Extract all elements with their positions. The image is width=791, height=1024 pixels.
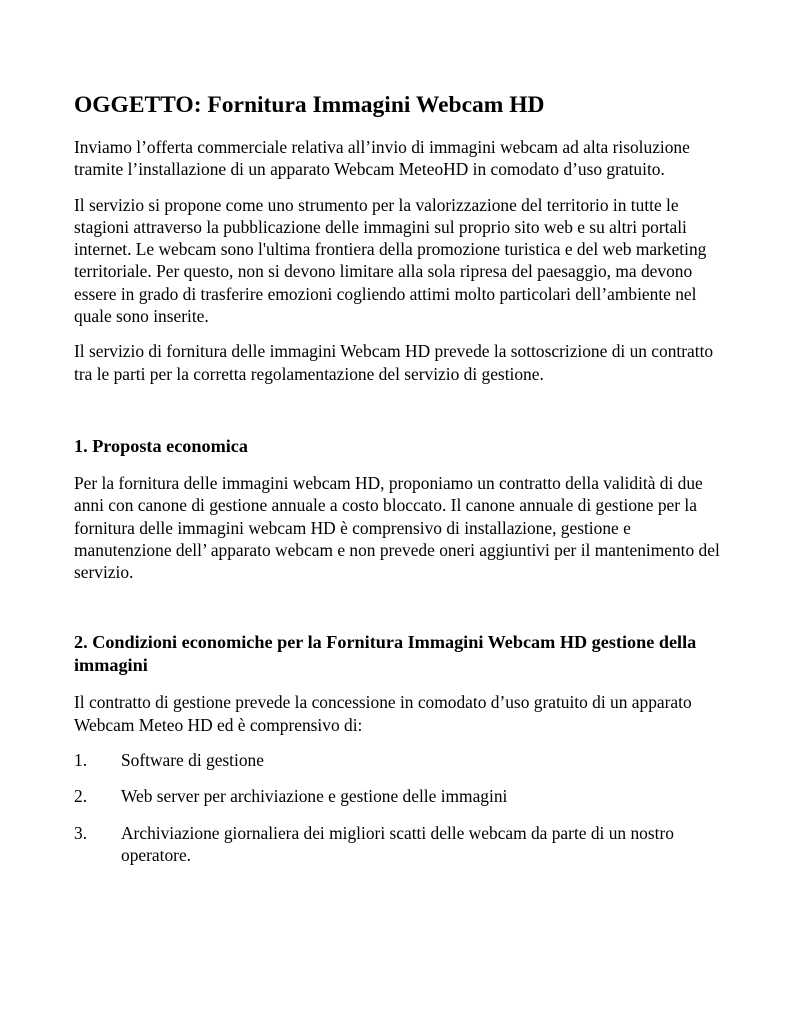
included-services-list <box>74 749 724 866</box>
list-item-number: 3. <box>74 822 88 843</box>
list-item <box>74 822 724 867</box>
section-2-body: Il contratto di gestione prevede la concessione in comodato d’uso gratuito di un apparato Webcam Meteo HD ed è comprensivo di: <box>74 692 692 735</box>
list-item-text: Web server per archiviazione e gestione delle immagini <box>121 786 508 807</box>
section-1-heading: 1. Proposta economica <box>74 435 248 456</box>
intro-paragraph-3: Il servizio di fornitura delle immagini Webcam HD prevede la sottoscrizione di un contratto tra le parti per la corretta regolamentazione del servizio di gestione. <box>74 341 714 384</box>
list-item <box>74 749 724 771</box>
intro-paragraph-1: Inviamo l’offerta commerciale relativa all’invio di immagini webcam ad alta risoluzione tramite l’installazione di un apparato Webcam MeteoHD in comodato d’uso gratuito. <box>74 137 690 180</box>
list-item-number: 1. <box>74 750 88 771</box>
list-item-text: Archiviazione giornaliera dei migliori scatti delle webcam da parte di un nostro operatore. <box>121 822 674 865</box>
section-condizioni-economiche <box>74 631 724 866</box>
intro-paragraph-2: Il servizio si propone come uno strumento per la valorizzazione del territorio in tutte le stagioni attraverso la pubblicazione delle immagini sul proprio sito web e su altri portali internet. Le webcam sono l'ultima frontiera della promozione turistica e del web marketing territoriale. Per questo, non si devono limitare alla sola ripresa del paesaggio, ma devono essere in grado di trasferire emozioni cogliendo attimi molto particolari dell’ambiente nel quale sono inserite. <box>74 194 707 327</box>
section-proposta-economica <box>74 435 724 583</box>
list-item-text: Software di gestione <box>121 750 264 771</box>
list-item-number: 2. <box>74 786 88 807</box>
section-2-heading: 2. Condizioni economiche per la Fornitura Immagini Webcam HD gestione della immagini <box>74 632 697 676</box>
document-page <box>74 88 724 880</box>
document-title: OGGETTO: Fornitura Immagini Webcam HD <box>74 92 545 118</box>
list-item <box>74 785 724 807</box>
section-1-body: Per la fornitura delle immagini webcam HD, proponiamo un contratto della validità di due anni con canone di gestione annuale a costo bloccato. Il canone annuale di gestione per la fornitura delle immagini webcam HD è comprensivo di installazione, gestione e manutenzione dell’ apparato webcam e non prevede oneri aggiuntivi per il mantenimento del servizio. <box>74 472 720 583</box>
